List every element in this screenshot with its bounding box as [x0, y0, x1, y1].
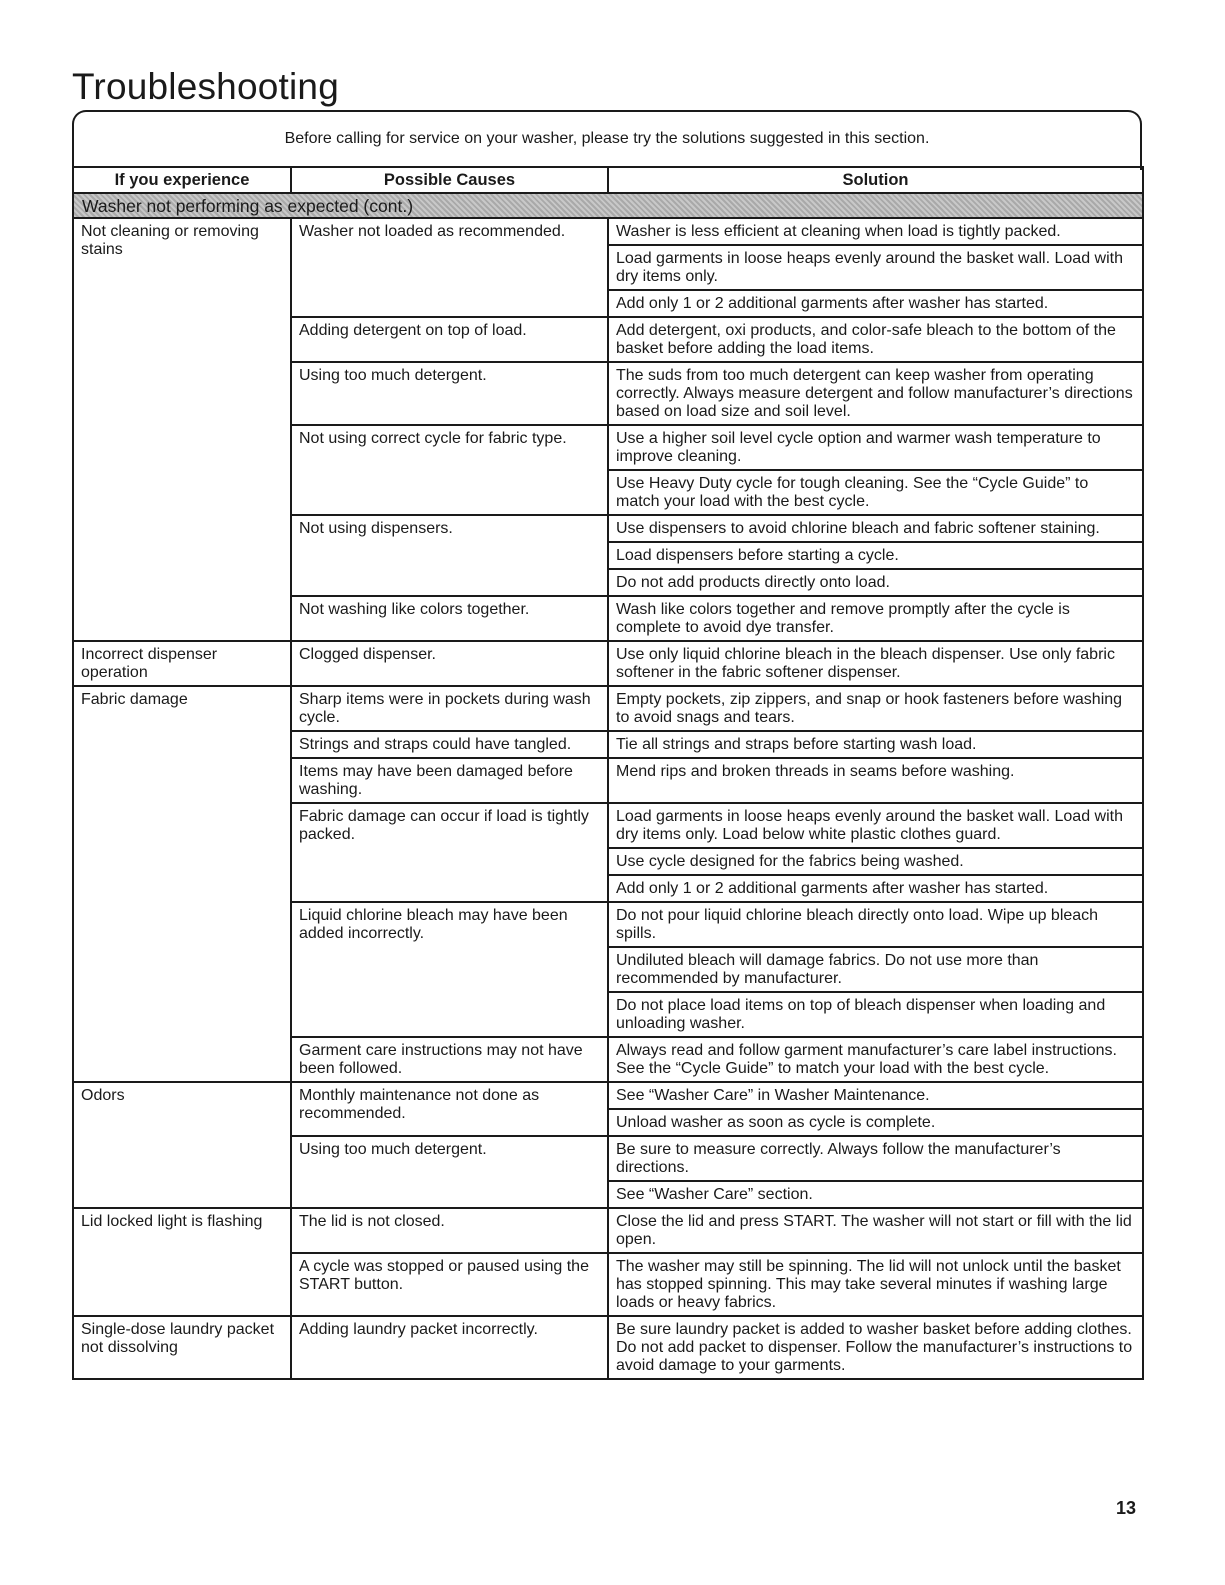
cause-cell: Clogged dispenser.	[291, 641, 608, 686]
solution-cell: Always read and follow garment manufacturer’s care label instructions. See the “Cycle Guide” to match your load with the best cycle.	[608, 1037, 1143, 1082]
solution-cell: The washer may still be spinning. The lid will not unlock until the basket has stopped spinning. This may take several minutes if washing large loads or heavy fabrics.	[608, 1253, 1143, 1316]
solution-cell: Unload washer as soon as cycle is complete.	[608, 1109, 1143, 1136]
header-solution: Solution	[608, 167, 1143, 193]
cause-cell: Washer not loaded as recommended.	[291, 218, 608, 317]
solution-cell: Use Heavy Duty cycle for tough cleaning. See the “Cycle Guide” to match your load with the best cycle.	[608, 470, 1143, 515]
solution-cell: Washer is less efficient at cleaning when load is tightly packed.	[608, 218, 1143, 245]
cause-cell: Monthly maintenance not done as recommended.	[291, 1082, 608, 1136]
table-row	[73, 686, 1143, 731]
cause-cell: Not washing like colors together.	[291, 596, 608, 641]
solution-cell: Mend rips and broken threads in seams before washing.	[608, 758, 1143, 803]
solution-cell: Empty pockets, zip zippers, and snap or hook fasteners before washing to avoid snags and tears.	[608, 686, 1143, 731]
solution-cell: Add detergent, oxi products, and color-safe bleach to the bottom of the basket before adding the load items.	[608, 317, 1143, 362]
solution-cell: Wash like colors together and remove promptly after the cycle is complete to avoid dye transfer.	[608, 596, 1143, 641]
solution-cell: Undiluted bleach will damage fabrics. Do not use more than recommended by manufacturer.	[608, 947, 1143, 992]
solution-cell: Add only 1 or 2 additional garments after washer has started.	[608, 290, 1143, 317]
cause-cell: A cycle was stopped or paused using the START button.	[291, 1253, 608, 1316]
table-row	[73, 1208, 1143, 1253]
solution-cell: Tie all strings and straps before starting wash load.	[608, 731, 1143, 758]
intro-text: Before calling for service on your washer, please try the solutions suggested in this section.	[284, 130, 930, 147]
solution-cell: Do not add products directly onto load.	[608, 569, 1143, 596]
solution-cell: Load garments in loose heaps evenly around the basket wall. Load with dry items only. Load below white plastic clothes guard.	[608, 803, 1143, 848]
solution-cell: Use cycle designed for the fabrics being washed.	[608, 848, 1143, 875]
experience-cell: Single-dose laundry packet not dissolving	[73, 1316, 291, 1379]
experience-cell: Incorrect dispenser operation	[73, 641, 291, 686]
solution-cell: The suds from too much detergent can keep washer from operating correctly. Always measure detergent and follow manufacturer’s directions based on load size and soil level.	[608, 362, 1143, 425]
table-header-row	[73, 167, 1143, 193]
table-row	[73, 1316, 1143, 1379]
cause-cell: Items may have been damaged before washing.	[291, 758, 608, 803]
cause-cell: Not using dispensers.	[291, 515, 608, 596]
solution-cell: Use dispensers to avoid chlorine bleach and fabric softener staining.	[608, 515, 1143, 542]
experience-cell: Lid locked light is flashing	[73, 1208, 291, 1316]
section-banner: Washer not performing as expected (cont.)	[73, 193, 1143, 218]
section-banner-row	[73, 193, 1143, 218]
solution-cell: Load garments in loose heaps evenly around the basket wall. Load with dry items only.	[608, 245, 1143, 290]
solution-cell: Be sure to measure correctly. Always follow the manufacturer’s directions.	[608, 1136, 1143, 1181]
experience-cell: Fabric damage	[73, 686, 291, 1082]
cause-cell: Strings and straps could have tangled.	[291, 731, 608, 758]
cause-cell: The lid is not closed.	[291, 1208, 608, 1253]
cause-cell: Garment care instructions may not have been followed.	[291, 1037, 608, 1082]
cause-cell: Fabric damage can occur if load is tightly packed.	[291, 803, 608, 902]
solution-cell: See “Washer Care” section.	[608, 1181, 1143, 1208]
experience-cell: Odors	[73, 1082, 291, 1208]
solution-cell: Add only 1 or 2 additional garments after washer has started.	[608, 875, 1143, 902]
solution-cell: Load dispensers before starting a cycle.	[608, 542, 1143, 569]
header-experience: If you experience	[73, 167, 291, 193]
solution-cell: Do not pour liquid chlorine bleach directly onto load. Wipe up bleach spills.	[608, 902, 1143, 947]
troubleshooting-table	[72, 166, 1144, 1380]
solution-cell: Be sure laundry packet is added to washer basket before adding clothes. Do not add packet to dispenser. Follow the manufacturer’s instructions to avoid damage to your garments.	[608, 1316, 1143, 1379]
cause-cell: Using too much detergent.	[291, 362, 608, 425]
table-row	[73, 1082, 1143, 1109]
table-row	[73, 641, 1143, 686]
header-causes: Possible Causes	[291, 167, 608, 193]
cause-cell: Adding detergent on top of load.	[291, 317, 608, 362]
cause-cell: Adding laundry packet incorrectly.	[291, 1316, 608, 1379]
solution-cell: Do not place load items on top of bleach dispenser when loading and unloading washer.	[608, 992, 1143, 1037]
table-row	[73, 218, 1143, 245]
cause-cell: Using too much detergent.	[291, 1136, 608, 1208]
solution-cell: See “Washer Care” in Washer Maintenance.	[608, 1082, 1143, 1109]
experience-cell: Not cleaning or removing stains	[73, 218, 291, 641]
cause-cell: Sharp items were in pockets during wash cycle.	[291, 686, 608, 731]
page-number: 13	[1116, 1498, 1137, 1518]
solution-cell: Use a higher soil level cycle option and warmer wash temperature to improve cleaning.	[608, 425, 1143, 470]
cause-cell: Not using correct cycle for fabric type.	[291, 425, 608, 515]
solution-cell: Use only liquid chlorine bleach in the bleach dispenser. Use only fabric softener in the fabric softener dispenser.	[608, 641, 1143, 686]
cause-cell: Liquid chlorine bleach may have been added incorrectly.	[291, 902, 608, 1037]
solution-cell: Close the lid and press START. The washer will not start or fill with the lid open.	[608, 1208, 1143, 1253]
page-title: Troubleshooting	[72, 66, 339, 107]
